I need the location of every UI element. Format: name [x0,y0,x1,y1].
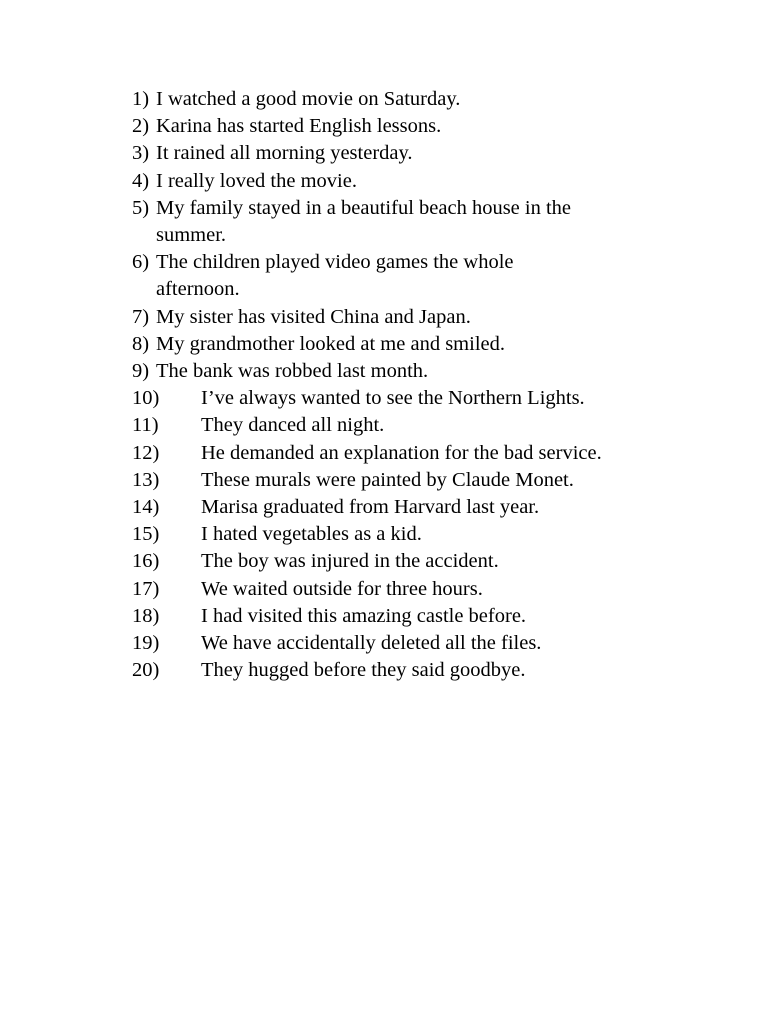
list-item [132,657,672,684]
list-item [132,168,672,195]
list-item [132,440,672,467]
list-item [132,195,672,249]
item-text: We waited outside for three hours. [201,577,483,600]
item-text: They danced all night. [201,414,385,437]
item-text: My grandmother looked at me and smiled. [156,332,505,355]
list-item [132,548,672,575]
item-number: 4) [132,169,150,192]
list-item [132,358,672,385]
item-number: 10) [132,387,160,410]
item-text: They hugged before they said goodbye. [201,659,526,682]
item-text: I’ve always wanted to see the Northern Lights. [201,387,585,410]
item-text: The bank was robbed last month. [156,360,429,383]
item-text: I hated vegetables as a kid. [201,523,422,546]
item-number: 7) [132,305,150,328]
list-item [132,576,672,603]
item-text: My sister has visited China and Japan. [156,305,471,328]
item-number: 17) [132,577,160,600]
list-item [132,603,672,630]
list-item [132,467,672,494]
item-text: He demanded an explanation for the bad service. [201,441,602,464]
list-item [132,304,672,331]
item-number: 1) [132,88,150,110]
list-item [132,412,672,439]
item-number: 14) [132,496,160,519]
list-item [132,113,672,140]
item-number: 8) [132,332,150,355]
item-number: 11) [132,414,159,437]
list-item [132,385,672,412]
item-text: I really loved the movie. [156,169,357,192]
item-text: I watched a good movie on Saturday. [156,88,461,110]
item-number: 9) [132,360,150,383]
item-text: Marisa graduated from Harvard last year. [201,496,540,519]
item-text: It rained all morning yesterday. [156,142,413,165]
item-number: 6) [132,251,150,274]
list-item [132,86,672,113]
item-number: 19) [132,632,160,655]
item-number: 2) [132,115,150,138]
list-item [132,521,672,548]
list-item [132,331,672,358]
item-text: We have accidentally deleted all the files. [201,632,542,655]
item-text: Karina has started English lessons. [156,115,442,138]
item-text: My family stayed in a beautiful beach house in the summer. [156,196,572,247]
item-number: 18) [132,604,160,627]
item-number: 3) [132,142,150,165]
list-item [132,140,672,167]
item-number: 5) [132,196,150,219]
item-number: 12) [132,441,160,464]
item-text: The children played video games the whole afternoon. [156,251,514,301]
item-text: These murals were painted by Claude Monet. [201,468,574,491]
sentence-list [132,86,672,684]
item-text: The boy was injured in the accident. [201,550,499,573]
list-item [132,249,672,303]
item-number: 13) [132,468,160,491]
item-number: 20) [132,659,160,682]
item-text: I had visited this amazing castle before. [201,604,527,627]
list-item [132,630,672,657]
item-number: 16) [132,550,160,573]
list-item [132,494,672,521]
item-number: 15) [132,523,160,546]
